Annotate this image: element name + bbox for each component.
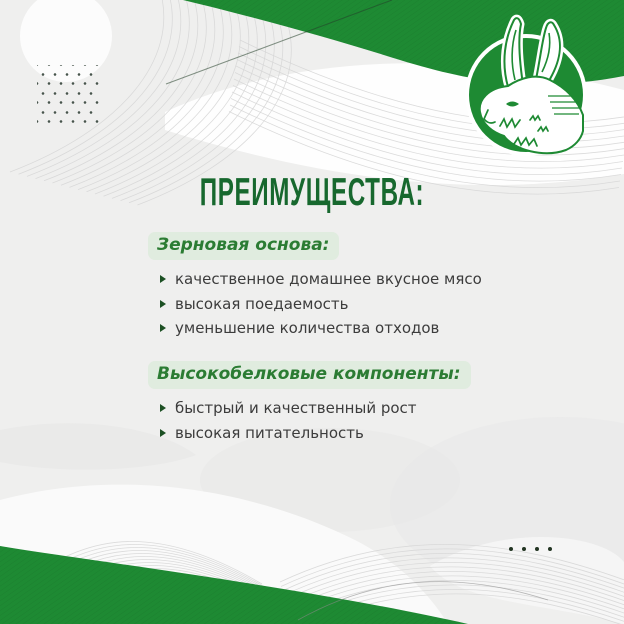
bullet-text: уменьшение количества отходов [175, 319, 440, 337]
bullet-text: высокая питательность [175, 423, 364, 442]
bullet-list [160, 269, 482, 343]
section-heading-pill [148, 232, 339, 260]
dot [509, 547, 513, 551]
dot [535, 547, 539, 551]
triangle-bullet-icon [160, 404, 166, 412]
triangle-bullet-icon [160, 275, 166, 283]
bullet-text: быстрый и качественный рост [175, 399, 417, 417]
page-title: ПРЕИМУЩЕСТВА: [199, 171, 425, 215]
triangle-bullet-icon [160, 324, 166, 332]
dot [548, 547, 552, 551]
section-heading-pill [148, 361, 471, 389]
triangle-bullet-icon [160, 300, 166, 308]
bullet-text: высокая поедаемость [175, 294, 349, 313]
section-grain-basis [148, 232, 482, 343]
bullet-item [160, 423, 471, 448]
bullet-item [160, 294, 482, 319]
section-heading: Высокобелковые компоненты: [157, 364, 461, 384]
section-protein-components [148, 361, 471, 447]
bullet-list [160, 398, 471, 447]
bullet-item [160, 269, 482, 294]
dots-row-bottom-right [509, 547, 552, 551]
triangle-bullet-icon [160, 429, 166, 437]
dots-pattern-top-left [37, 65, 101, 125]
section-heading: Зерновая основа: [157, 235, 330, 255]
bullet-item [160, 318, 482, 343]
bullet-item [160, 398, 471, 423]
dot [522, 547, 526, 551]
bullet-text: качественное домашнее вкусное мясо [175, 270, 482, 288]
